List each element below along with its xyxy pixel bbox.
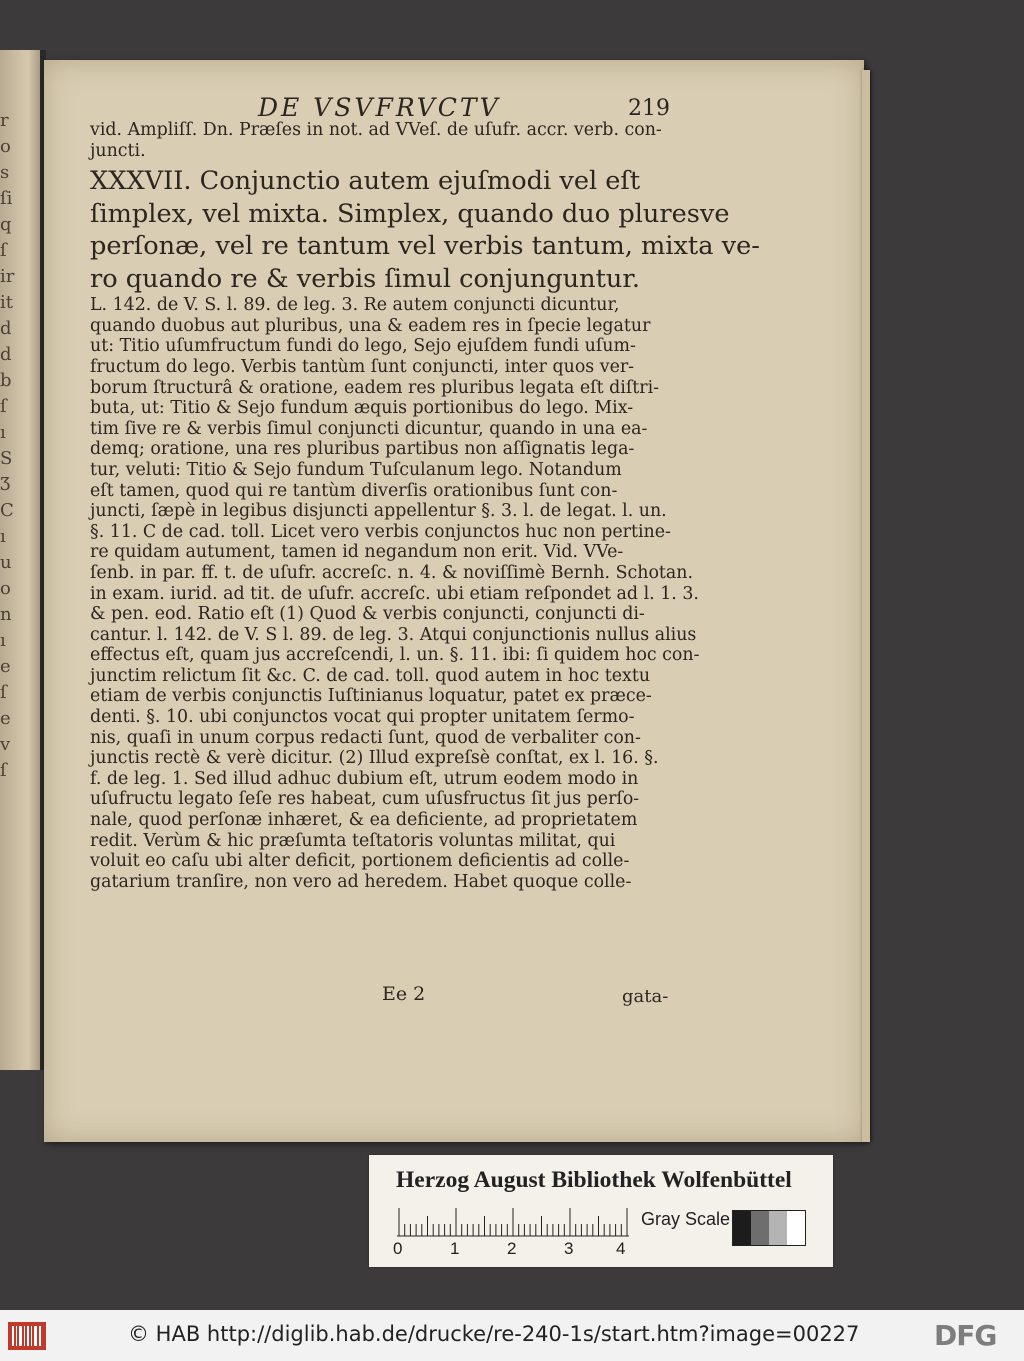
margin-fragment: ſ [0, 396, 7, 417]
margin-fragment: ir [0, 266, 15, 287]
text-line: ro quando re & verbis ſimul conjunguntur. [90, 263, 640, 294]
text-line: quando duobus aut pluribus, una & eadem res in ſpecie legatur [90, 315, 651, 336]
margin-fragment: u [0, 552, 12, 573]
page-edge [862, 70, 870, 1142]
text-line: cantur. l. 142. de V. S l. 89. de leg. 3. Atqui conjunctionis nullus alius [90, 624, 697, 645]
margin-fragment: Ʒ [0, 474, 11, 495]
margin-fragment: b [0, 370, 12, 391]
margin-fragment: ſ [0, 240, 7, 261]
margin-fragment: e [0, 656, 11, 677]
ruler-label-4: 4 [616, 1239, 626, 1258]
text-line: fructum do lego. Verbis tantùm ſunt conjuncti, inter quos ver- [90, 356, 635, 377]
text-line: tim ſive re & verbis ſimul conjuncti dicuntur, quando in una ea- [90, 418, 648, 439]
ruler-label-2: 2 [507, 1239, 517, 1258]
margin-fragment: d [0, 318, 12, 339]
text-line: eſt tamen, quod qui re tantùm diverſis orationibus ſunt con- [90, 480, 618, 501]
gray-scale-swatches [732, 1210, 806, 1246]
text-line: ut: Titio uſumfructum fundi do lego, Sejo ejuſdem fundi uſum- [90, 336, 636, 357]
text-line: re quidam autument, tamen id negandum non erit. Vid. VVe- [90, 542, 624, 563]
margin-fragment: d [0, 344, 12, 365]
text-line: in exam. iurid. ad tit. de uſufr. accreſc. ubi etiam reſpondet ad l. 1. 3. [90, 583, 699, 604]
dfg-logo: DFG [934, 1319, 997, 1352]
gray-swatch-white [787, 1211, 805, 1245]
ruler-label-3: 3 [564, 1239, 574, 1258]
margin-fragment: ı [0, 630, 6, 651]
margin-fragment: ſ [0, 682, 7, 703]
margin-fragment: ı [0, 422, 6, 443]
margin-fragment: C [0, 500, 14, 521]
text-line: XXXVII. Conjunctio autem ejuſmodi vel eſt [90, 166, 641, 197]
text-line: buta, ut: Titio & Sejo fundum æquis portionibus do lego. Mix- [90, 398, 634, 419]
text-line: voluit eo caſu ubi alter deficit, portionem deficientis ad colle- [90, 851, 630, 872]
margin-fragment: it [0, 292, 13, 313]
footer-bar [0, 1310, 1024, 1361]
text-line: f. de leg. 1. Sed illud adhuc dubium eſt, utrum eodem modo in [90, 768, 639, 789]
text-line: uſufructu legato ſeſe res habeat, cum uſusfructus ſit jus perſo- [90, 789, 640, 810]
margin-fragment: n [0, 604, 12, 625]
text-line: ſimplex, vel mixta. Simplex, quando duo pluresve [90, 198, 730, 229]
gray-swatch-black [733, 1211, 751, 1245]
margin-fragment: r [0, 110, 9, 131]
text-line: redit. Verùm & hic præſumta teſtatoris voluntas militat, qui [90, 830, 616, 851]
previous-page-fragments [0, 110, 24, 786]
text-line: gatarium tranſire, non vero ad heredem. Habet quoque colle- [90, 871, 632, 892]
margin-fragment: s [0, 162, 10, 183]
margin-fragment: o [0, 578, 11, 599]
page-number: 219 [628, 96, 670, 121]
gray-scale-label: Gray Scale [641, 1209, 731, 1229]
text-line: junctis rectè & verè dicitur. (2) Illud expreſsè conſtat, ex l. 16. §. [90, 748, 659, 769]
gray-swatch-light [769, 1211, 787, 1245]
running-head: DE VSVFRVCTV [258, 93, 501, 122]
text-line: borum ſtructurâ & oratione, eadem res pluribus legata eſt diſtri- [90, 377, 660, 398]
text-line: demq; oratione, una res pluribus partibus non aſſignatis lega- [90, 439, 635, 460]
library-label-card [369, 1155, 833, 1267]
margin-fragment: ſ [0, 760, 7, 781]
text-line: tur, veluti: Titio & Sejo fundum Tuſculanum lego. Notandum [90, 459, 622, 480]
text-line: effectus eſt, quam jus accreſcendi, l. un. §. 11. ibi: ſi quidem hoc con- [90, 645, 700, 666]
ruler-label-0: 0 [393, 1239, 403, 1258]
margin-fragment: e [0, 708, 11, 729]
text-line: L. 142. de V. S. l. 89. de leg. 3. Re autem conjuncti dicuntur, [90, 295, 620, 316]
scale-ruler [397, 1207, 629, 1237]
text-line: juncti, ſæpè in legibus disjuncti appellentur §. 3. l. de legat. l. un. [90, 501, 667, 522]
text-line: vid. Ampliſſ. Dn. Præſes in not. ad VVeſ. de uſufr. accr. verb. con- [90, 120, 662, 140]
margin-fragment: q [0, 214, 12, 235]
margin-fragment: ı [0, 526, 6, 547]
ruler-label-1: 1 [450, 1239, 460, 1258]
margin-fragment: o [0, 136, 11, 157]
margin-fragment: ſi [0, 188, 13, 209]
text-line: nale, quod perſonæ inhæret, & ea deficiente, ad proprietatem [90, 810, 638, 831]
text-line: ſenb. in par. ff. t. de uſufr. accreſc. n. 4. & noviſſimè Bernh. Schotan. [90, 562, 694, 583]
margin-fragment: S [0, 448, 13, 469]
library-name: Herzog August Bibliothek Wolfenbüttel [396, 1167, 792, 1193]
signature-mark: Ee 2 [382, 983, 426, 1005]
text-line: denti. §. 10. ubi conjunctos vocat qui propter unitatem ſermo- [90, 707, 635, 728]
margin-fragment: v [0, 734, 11, 755]
catchword: gata- [622, 986, 669, 1007]
gray-swatch-dark [751, 1211, 769, 1245]
text-line: nis, quaſi in unum corpus redacti ſunt, quod de verbaliter con- [90, 727, 641, 748]
text-line: junctim relictum ſit &c. C. de cad. toll. quod autem in hoc textu [90, 665, 651, 686]
text-line: etiam de verbis conjunctis Iuſtinianus loquatur, patet ex præce- [90, 686, 652, 707]
text-line: juncti. [90, 140, 146, 161]
source-url[interactable]: © HAB http://diglib.hab.de/drucke/re-240-1s/start.htm?image=00227 [128, 1322, 860, 1346]
barcode-icon [8, 1322, 46, 1350]
text-line: §. 11. C de cad. toll. Licet vero verbis conjunctos huc non pertine- [90, 521, 671, 542]
page-body [90, 120, 760, 892]
text-line: & pen. eod. Ratio eſt (1) Quod & verbis conjuncti, conjuncti di- [90, 604, 645, 625]
text-line: perſonæ, vel re tantum vel verbis tantum, mixta ve- [90, 231, 760, 262]
